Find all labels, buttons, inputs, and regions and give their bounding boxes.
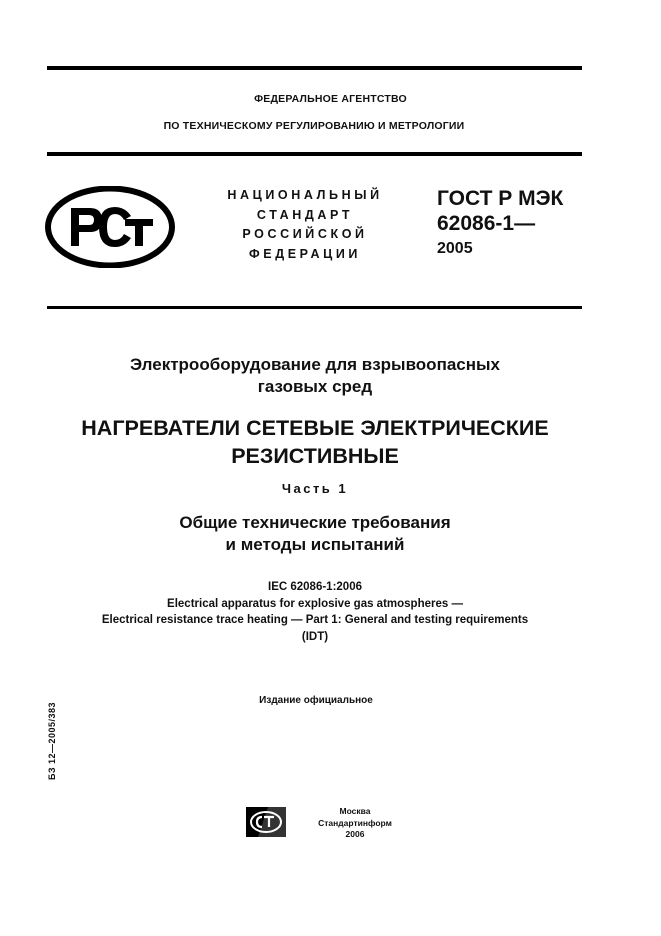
title-line-2: РЕЗИСТИВНЫЕ — [231, 444, 399, 468]
official-edition: Издание официальное — [259, 695, 373, 706]
emblem-bottom-rule — [47, 306, 582, 309]
iec-line-2: Electrical resistance trace heating — Part 1: General and testing requirements — [101, 614, 529, 626]
national-line-2: СТАНДАРТ — [256, 207, 354, 222]
document-title — [0, 414, 630, 470]
part-title-line-2: и методы испытаний — [225, 535, 405, 554]
rst-emblem-icon — [45, 186, 175, 268]
iec-line-3: (IDT) — [301, 630, 329, 643]
national-line-3: РОССИЙСКОЙ — [242, 227, 368, 241]
standard-code-line-2: 62086-1— — [437, 212, 536, 235]
iec-reference — [0, 579, 630, 645]
publisher-info — [310, 806, 400, 841]
iec-code: IEC 62086-1:2006 — [268, 581, 362, 593]
national-line-4: ФЕДЕРАЦИИ — [248, 246, 361, 261]
part-title-line-1: Общие технические требования — [179, 513, 451, 532]
standard-year: 2005 — [437, 240, 473, 257]
national-standard-label — [205, 186, 405, 264]
iec-line-1: Electrical apparatus for explosive gas atmospheres — — [167, 597, 463, 610]
agency-line-2: ПО ТЕХНИЧЕСКОМУ РЕГУЛИРОВАНИЮ И МЕТРОЛОГИИ — [163, 120, 465, 132]
standartinform-logo-icon — [246, 807, 286, 837]
subtitle-line-1: Электрооборудование для взрывоопасных — [130, 355, 500, 374]
side-code: БЗ 12—2005/383 — [47, 701, 57, 781]
header-bottom-rule — [47, 152, 582, 156]
top-rule — [47, 66, 582, 70]
publisher-year: 2006 — [345, 829, 365, 839]
part-label: Часть 1 — [281, 481, 349, 496]
national-line-1: НАЦИОНАЛЬНЫЙ — [227, 188, 383, 202]
standard-code-line-1: ГОСТ Р МЭК — [437, 187, 564, 210]
publisher-name: Стандартинформ — [318, 817, 392, 828]
publisher-city: Москва — [339, 806, 371, 816]
document-subtitle — [0, 354, 630, 398]
subtitle-line-2: газовых сред — [257, 377, 373, 396]
title-line-1: НАГРЕВАТЕЛИ СЕТЕВЫЕ ЭЛЕКТРИЧЕСКИЕ — [81, 416, 549, 440]
part-title — [0, 512, 630, 556]
standard-code — [437, 186, 563, 236]
agency-line-1: ФЕДЕРАЛЬНОЕ АГЕНТСТВО — [254, 93, 407, 105]
